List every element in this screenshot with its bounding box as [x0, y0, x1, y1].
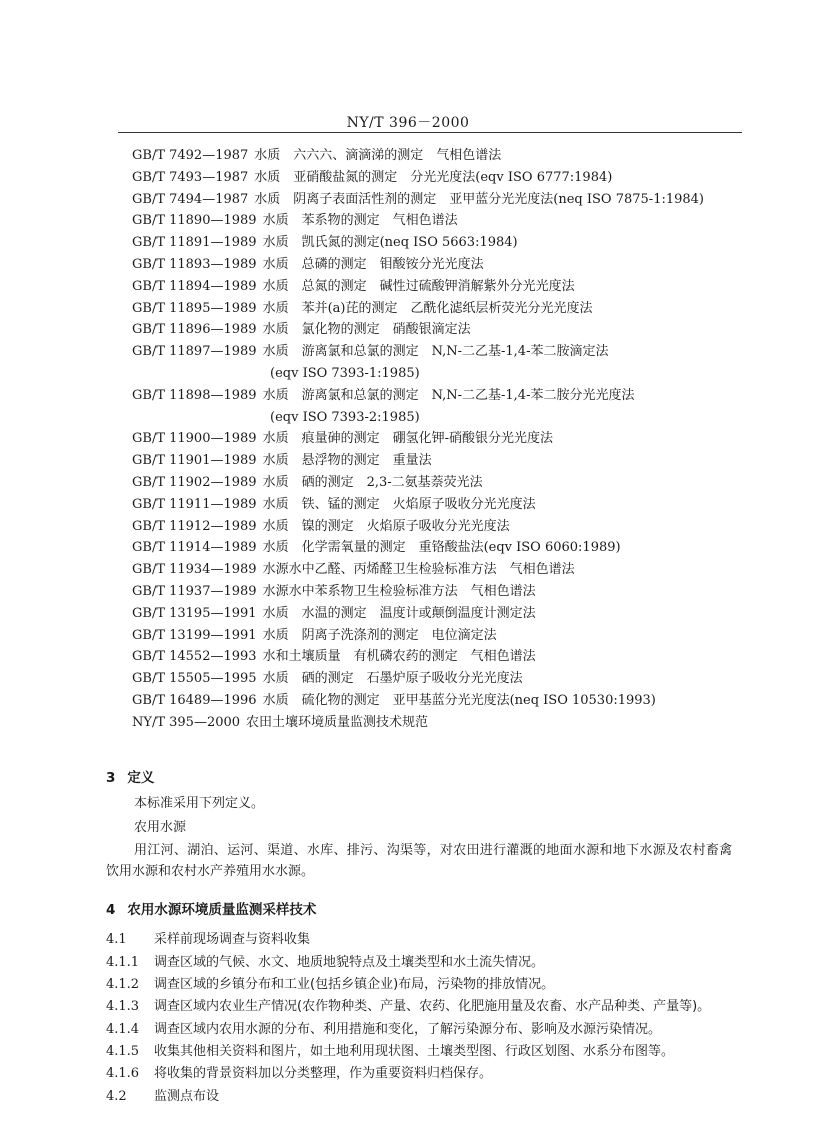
reference-title: 水质 阴离子表面活性剂的测定 亚甲蓝分光光度法(neq ISO 7875-1:1984) — [254, 191, 705, 207]
clause-item — [106, 932, 310, 948]
reference-title: 农田土壤环境质量监测技术规范 — [246, 714, 429, 730]
reference-code: GB/T 11902—1989 — [132, 475, 257, 490]
reference-code: GB/T 13199—1991 — [132, 627, 257, 643]
reference-code: GB/T 11934—1989 — [132, 562, 257, 578]
clause-text: 调查区域内农业生产情况(农作物种类、产量、农药、化肥施用量及农畜、水产品种类、产量等)。 — [154, 999, 711, 1014]
clause-number: 4.2 — [106, 1089, 127, 1104]
reference-code: GB/T 16489—1996 — [132, 693, 257, 708]
reference-item — [132, 649, 536, 665]
reference-code: GB/T 11894—1989 — [132, 278, 257, 294]
clause-text: 监测点布设 — [154, 1089, 220, 1104]
reference-title: 水质 六六六、滴滴涕的测定 气相色谱法 — [254, 148, 502, 163]
header-rule — [118, 132, 742, 133]
clause-number: 4.1.3 — [106, 999, 140, 1014]
reference-title: 水质 镍的测定 火焰原子吸收分光光度法 — [262, 518, 510, 534]
clause-number: 4.1.6 — [106, 1066, 140, 1081]
reference-title: 水源水中苯系物卫生检验标准方法 气相色谱法 — [262, 584, 536, 599]
reference-item — [132, 671, 523, 687]
clause-text: 调查区域的乡镇分布和工业(包括乡镇企业)布局，污染物的排放情况。 — [154, 977, 555, 992]
reference-item — [132, 235, 518, 251]
reference-code: GB/T 11901—1989 — [132, 453, 257, 469]
reference-title: 水质 硒的测定 石墨炉原子吸收分光光度法 — [262, 671, 523, 687]
clause-text: 收集其他相关资料和图片，如土地利用现状图、土壤类型图、行政区划图、水系分布图等。 — [154, 1044, 675, 1059]
clause-number: 4.1.1 — [106, 955, 140, 970]
reference-title: 水质 铁、锰的测定 火焰原子吸收分光光度法 — [262, 496, 536, 512]
reference-item — [270, 410, 420, 426]
clause-text: 调查区域内农用水源的分布、利用措施和变化，了解污染源分布、影响及水源污染情况。 — [154, 1022, 662, 1037]
reference-item — [132, 519, 510, 535]
section-title: 定义 — [127, 770, 155, 786]
reference-title: 水质 悬浮物的测定 重量法 — [262, 453, 432, 469]
reference-code: GB/T 11912—1989 — [132, 518, 257, 534]
reference-title: 水质 凯氏氮的测定(neq ISO 5663:1984) — [262, 235, 518, 251]
reference-item — [132, 213, 458, 229]
definition-intro: 本标准采用下列定义。 — [134, 796, 265, 811]
reference-item — [132, 584, 536, 600]
section-title: 农用水源环境质量监测采样技术 — [127, 902, 317, 918]
reference-item — [132, 540, 621, 556]
reference-title: 水质 水温的测定 温度计或颠倒温度计测定法 — [262, 605, 536, 621]
section-number: 3 — [106, 770, 116, 786]
reference-item — [132, 431, 553, 447]
reference-item — [270, 366, 420, 382]
clause-item — [106, 1066, 492, 1082]
reference-item — [132, 475, 483, 491]
reference-code: GB/T 11897—1989 — [132, 344, 257, 360]
reference-title: 水质 阴离子洗涤剂的测定 电位滴定法 — [262, 627, 497, 643]
reference-code: GB/T 11898—1989 — [132, 387, 257, 403]
clause-number: 4.1.4 — [106, 1022, 140, 1037]
reference-title: 水质 硒的测定 2,3-二氨基萘荧光法 — [262, 475, 483, 490]
reference-item — [132, 628, 497, 644]
reference-code: GB/T 11914—1989 — [132, 540, 257, 556]
reference-title: 水质 总磷的测定 钼酸铵分光光度法 — [262, 257, 484, 272]
reference-code: GB/T 13195—1991 — [132, 605, 257, 621]
definition-text-line-2: 饮用水源和农村水产养殖用水水源。 — [106, 864, 315, 879]
clause-text: 采样前现场调查与资料收集 — [154, 932, 311, 947]
clause-item — [106, 999, 710, 1015]
reference-item — [132, 388, 634, 404]
clause-item — [106, 1089, 219, 1105]
definition-text-line-1: 用江河、湖泊、运河、渠道、水库、排污、沟渠等，对农田进行灌溉的地面水源和地下水源及农村畜禽 — [134, 843, 733, 858]
clause-text: 调查区域的气候、水文、地质地貌特点及土壤类型和水土流失情况。 — [154, 955, 545, 970]
reference-title: 水和土壤质量 有机磷农药的测定 气相色谱法 — [262, 649, 536, 665]
reference-item — [132, 715, 428, 731]
clause-item — [106, 955, 544, 971]
reference-title: 水质 硫化物的测定 亚甲基蓝分光光度法(neq ISO 10530:1993) — [262, 693, 656, 708]
reference-title: 水质 总氮的测定 碱性过硫酸钾消解紫外分光光度法 — [262, 278, 575, 294]
reference-title: 水质 苯系物的测定 气相色谱法 — [262, 213, 458, 229]
reference-title: 水质 痕量砷的测定 硼氢化钾-硝酸银分光光度法 — [262, 431, 553, 447]
reference-title: 水质 游离氯和总氯的测定 N,N-二乙基-1,4-苯二胺分光光度法 — [262, 387, 635, 403]
reference-item — [132, 497, 536, 513]
reference-title: 水质 苯并(a)芘的测定 乙酰化滤纸层析荧光分光光度法 — [262, 300, 593, 316]
reference-title: (eqv ISO 7393-1:1985) — [270, 366, 420, 381]
reference-item — [132, 257, 484, 273]
reference-code: GB/T 7492—1987 — [132, 148, 249, 163]
reference-code: GB/T 11891—1989 — [132, 235, 257, 251]
reference-code: GB/T 11911—1989 — [132, 496, 257, 512]
reference-code: GB/T 14552—1993 — [132, 649, 257, 665]
reference-item — [132, 693, 656, 709]
reference-title: 水质 化学需氧量的测定 重铬酸盐法(eqv ISO 6060:1989) — [262, 540, 621, 556]
reference-title: 水质 亚硝酸盐氮的测定 分光光度法(eqv ISO 6777:1984) — [254, 169, 613, 185]
section-4-heading — [106, 898, 316, 918]
reference-code: GB/T 7493—1987 — [132, 169, 249, 185]
section-3-heading — [106, 766, 154, 786]
clause-number: 4.1.2 — [106, 977, 140, 992]
reference-item — [132, 606, 536, 622]
reference-item — [132, 562, 575, 578]
reference-code: GB/T 11890—1989 — [132, 213, 257, 229]
clause-item — [106, 1022, 661, 1038]
clause-item — [106, 977, 554, 993]
reference-item — [132, 301, 592, 317]
reference-item — [132, 453, 432, 469]
reference-title: 水质 氯化物的测定 硝酸银滴定法 — [262, 322, 471, 338]
reference-code: GB/T 11895—1989 — [132, 300, 257, 316]
reference-item — [132, 148, 501, 164]
page-header: NY/T 396－2000 — [346, 115, 470, 131]
definition-term: 农用水源 — [134, 820, 187, 835]
clause-number: 4.1 — [106, 932, 127, 947]
reference-code: GB/T 7494—1987 — [132, 191, 249, 207]
reference-item — [132, 192, 704, 208]
reference-item — [132, 170, 612, 186]
reference-code: GB/T 15505—1995 — [132, 671, 257, 687]
reference-code: GB/T 11893—1989 — [132, 257, 257, 272]
reference-code: NY/T 395—2000 — [132, 714, 241, 730]
reference-item — [132, 322, 471, 338]
reference-code: GB/T 11896—1989 — [132, 322, 257, 338]
reference-code: GB/T 11900—1989 — [132, 431, 257, 447]
reference-item — [132, 279, 575, 295]
reference-title: (eqv ISO 7393-2:1985) — [270, 409, 420, 425]
reference-title: 水源水中乙醛、丙烯醛卫生检验标准方法 气相色谱法 — [262, 562, 575, 578]
section-number: 4 — [106, 902, 116, 918]
clause-number: 4.1.5 — [106, 1044, 140, 1059]
clause-text: 将收集的背景资料加以分类整理，作为重要资料归档保存。 — [154, 1066, 493, 1081]
reference-code: GB/T 11937—1989 — [132, 584, 257, 599]
clause-item — [106, 1044, 674, 1060]
reference-item — [132, 344, 608, 360]
reference-title: 水质 游离氯和总氯的测定 N,N-二乙基-1,4-苯二胺滴定法 — [262, 344, 609, 360]
